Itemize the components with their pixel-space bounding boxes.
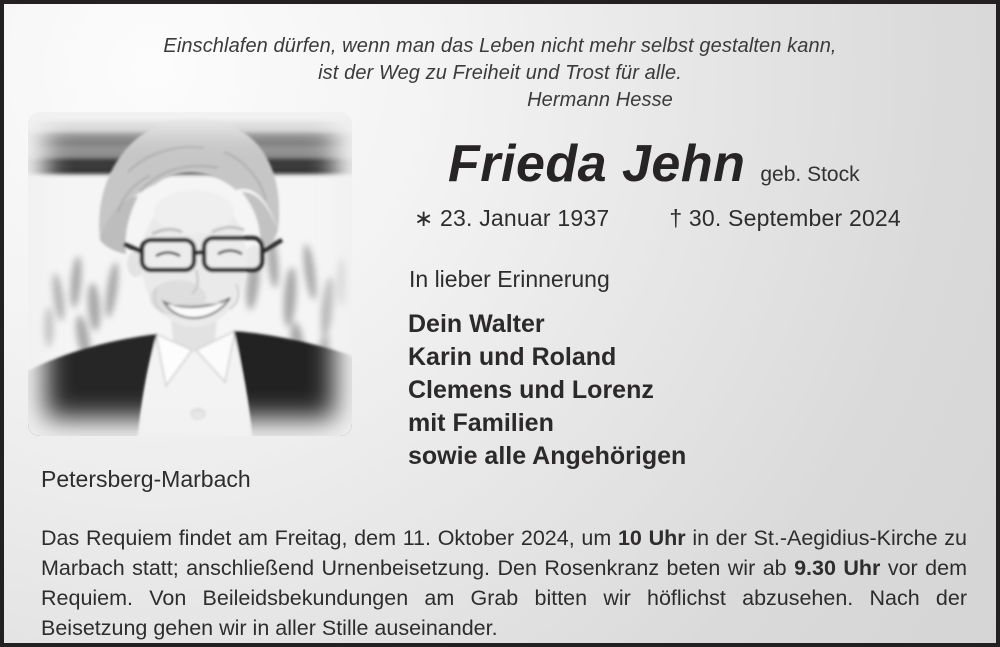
quote-line-2: ist der Weg zu Freiheit und Trost für alle.	[318, 62, 682, 84]
mourners-list	[408, 308, 686, 473]
mourner-line: Clemens und Lorenz	[408, 376, 654, 404]
announcement-segment: vor dem Requiem. Von Beileidsbekundungen am Grab bitten wir höflichst abzusehen. Nach der Beisetzung gehen wir in aller Stille auseinander.	[41, 555, 967, 640]
quote-attribution: Hermann Hesse	[527, 89, 673, 111]
portrait-photo	[28, 112, 352, 436]
announcement-segment: in der St.-Aegidius-Kirche zu Marbach statt; anschließend Urnenbeisetzung. Den Rosenkranz beten wir ab	[41, 525, 967, 580]
quote-block	[4, 33, 996, 114]
quote-line-1: Einschlafen dürfen, wenn man das Leben nicht mehr selbst gestalten kann,	[163, 35, 837, 57]
mourner-line: sowie alle Angehörigen	[408, 442, 687, 470]
announcement-time-bold: 10 Uhr	[617, 525, 686, 550]
maiden-name: geb. Stock	[760, 163, 860, 186]
mourner-line: mit Familien	[408, 409, 554, 437]
location-text: Petersberg-Marbach	[41, 466, 251, 492]
announcement-time-bold: 9.30 Uhr	[794, 555, 881, 580]
deceased-name: Frieda Jehn	[448, 135, 746, 193]
announcement-segment: Das Requiem findet am Freitag, dem 11. Oktober 2024, um	[41, 525, 618, 550]
life-dates	[414, 205, 901, 232]
funeral-announcement	[41, 523, 967, 643]
mourner-line: Dein Walter	[408, 310, 545, 338]
remembrance-intro: In lieber Erinnerung	[409, 266, 610, 292]
deceased-name-row	[448, 134, 860, 194]
portrait-illustration	[28, 112, 352, 436]
death-date: † 30. September 2024	[669, 205, 901, 231]
birth-date: ∗ 23. Januar 1937	[414, 205, 610, 231]
mourner-line: Karin und Roland	[408, 343, 617, 371]
